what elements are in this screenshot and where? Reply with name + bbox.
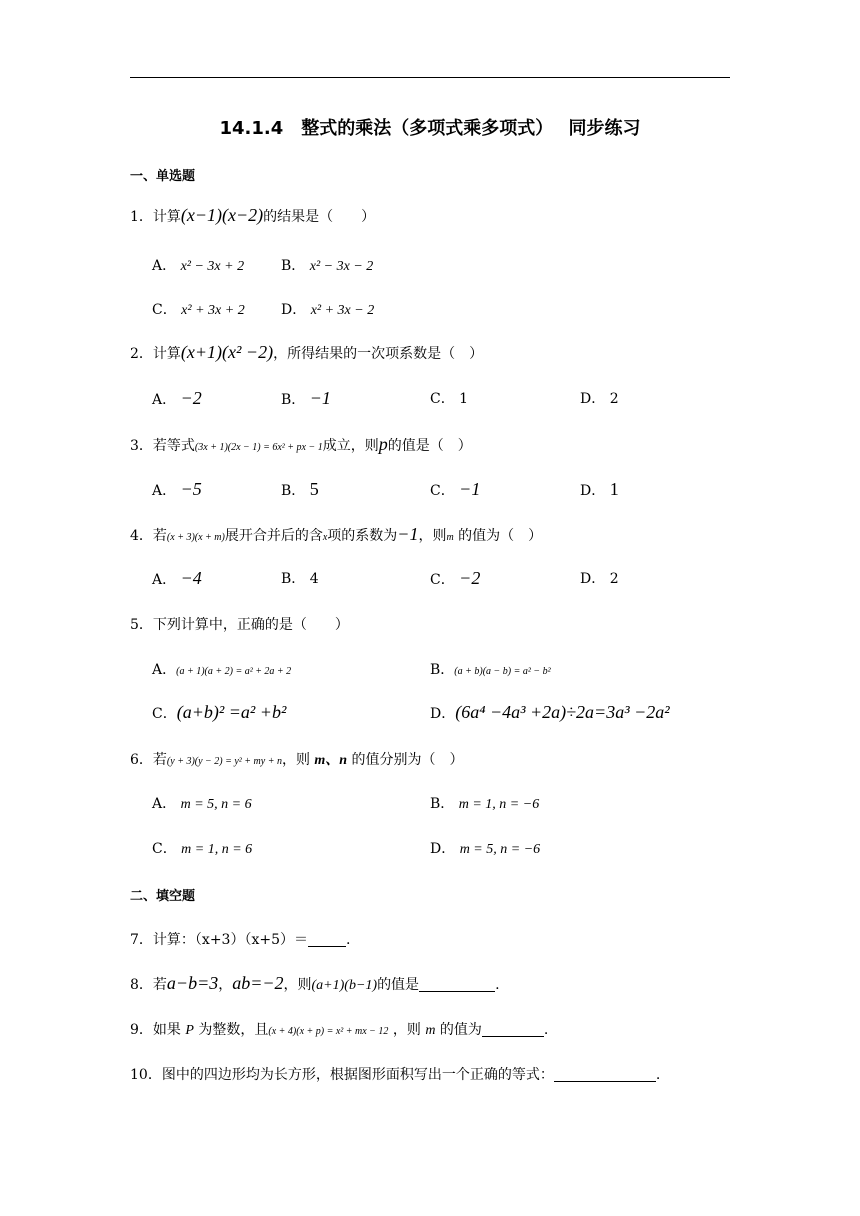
q6-option-b[interactable]: B． m = 1, n = −6 <box>430 796 540 812</box>
question-7: 7．计算：（x+3）（x+5）＝ . <box>130 932 351 948</box>
section-fill-in: 二、填空题 <box>130 889 196 904</box>
q1-option-d[interactable]: D． x² + 3x − 2 <box>281 302 375 318</box>
q6-option-a[interactable]: A． m = 5, n = 6 <box>152 796 252 812</box>
q1-expression: (x−1)(x−2) <box>180 205 264 225</box>
question-8: 8．若a−b=3，ab=−2，则(a+1)(b−1)的值是 . <box>130 973 500 993</box>
q10-answer-blank[interactable] <box>554 1067 656 1082</box>
q1-option-b[interactable]: B． x² − 3x − 2 <box>281 258 374 274</box>
q2-option-c[interactable]: C． 1 <box>430 391 469 407</box>
q2-option-a[interactable]: A． −2 <box>152 388 202 408</box>
q3-expression: (3x + 1)(2x − 1) = 6x² + px − 1 <box>194 442 323 453</box>
q2-expression: (x+1)(x² −2) <box>180 342 274 362</box>
q1-option-a[interactable]: A． x² − 3x + 2 <box>152 258 245 274</box>
q4-option-b[interactable]: B． 4 <box>281 571 319 587</box>
q4-expression: (x + 3)(x + m) <box>166 532 225 543</box>
question-9: 9．如果 P 为整数，且(x + 4)(x + p) = x² + mx − 12 ，则 m 的值为 . <box>130 1022 549 1038</box>
q5-option-d[interactable]: D．(6a⁴ −4a³ +2a)÷2a=3a³ −2a² <box>430 702 670 722</box>
q3-option-d[interactable]: D． 1 <box>580 479 619 499</box>
section-single-choice: 一、单选题 <box>130 169 196 184</box>
q3-option-b[interactable]: B． 5 <box>281 479 319 499</box>
q8-answer-blank[interactable] <box>419 977 495 992</box>
q4-option-c[interactable]: C． −2 <box>430 568 481 588</box>
q1-option-c[interactable]: C． x² + 3x + 2 <box>152 302 245 318</box>
question-1: 1．计算(x−1)(x−2)的结果是（ ） <box>130 205 376 225</box>
q5-option-a[interactable]: A．(a + 1)(a + 2) = a² + 2a + 2 <box>152 662 292 678</box>
q2-option-b[interactable]: B． −1 <box>281 388 331 408</box>
q2-option-d[interactable]: D． 2 <box>580 391 619 407</box>
q6-option-c[interactable]: C． m = 1, n = 6 <box>152 841 253 857</box>
question-10: 10．图中的四边形均为长方形，根据图形面积写出一个正确的等式： . <box>130 1067 661 1083</box>
q9-answer-blank[interactable] <box>482 1022 544 1037</box>
q6-option-d[interactable]: D． m = 5, n = −6 <box>430 841 541 857</box>
q9-expression: (x + 4)(x + p) = x² + mx − 12 <box>268 1026 389 1037</box>
q3-option-c[interactable]: C． −1 <box>430 479 481 499</box>
question-5: 5．下列计算中，正确的是（ ） <box>130 617 349 633</box>
q5-option-b[interactable]: B．(a + b)(a − b) = a² − b² <box>430 662 551 678</box>
q5-option-c[interactable]: C．(a+b)² =a² +b² <box>152 702 287 722</box>
header-rule <box>130 77 730 78</box>
q7-answer-blank[interactable] <box>308 932 346 947</box>
question-6: 6．若(y + 3)(y − 2) = y² + my + n，则 m、n 的值分别为（ ） <box>130 752 464 768</box>
q4-option-d[interactable]: D． 2 <box>580 571 619 587</box>
question-3: 3．若等式(3x + 1)(2x − 1) = 6x² + px − 1成立，则p的值是（ ） <box>130 434 472 454</box>
question-2: 2．计算(x+1)(x² −2)，所得结果的一次项系数是（ ） <box>130 342 484 362</box>
question-4: 4．若(x + 3)(x + m)展开合并后的含x项的系数为−1，则m 的值为（ ） <box>130 524 543 544</box>
q3-option-a[interactable]: A． −5 <box>152 479 202 499</box>
q4-option-a[interactable]: A． −4 <box>152 568 202 588</box>
q6-expression: (y + 3)(y − 2) = y² + my + n <box>166 756 282 767</box>
page-title: 14.1.4 整式的乘法（多项式乘多项式） 同步练习 <box>219 118 641 139</box>
